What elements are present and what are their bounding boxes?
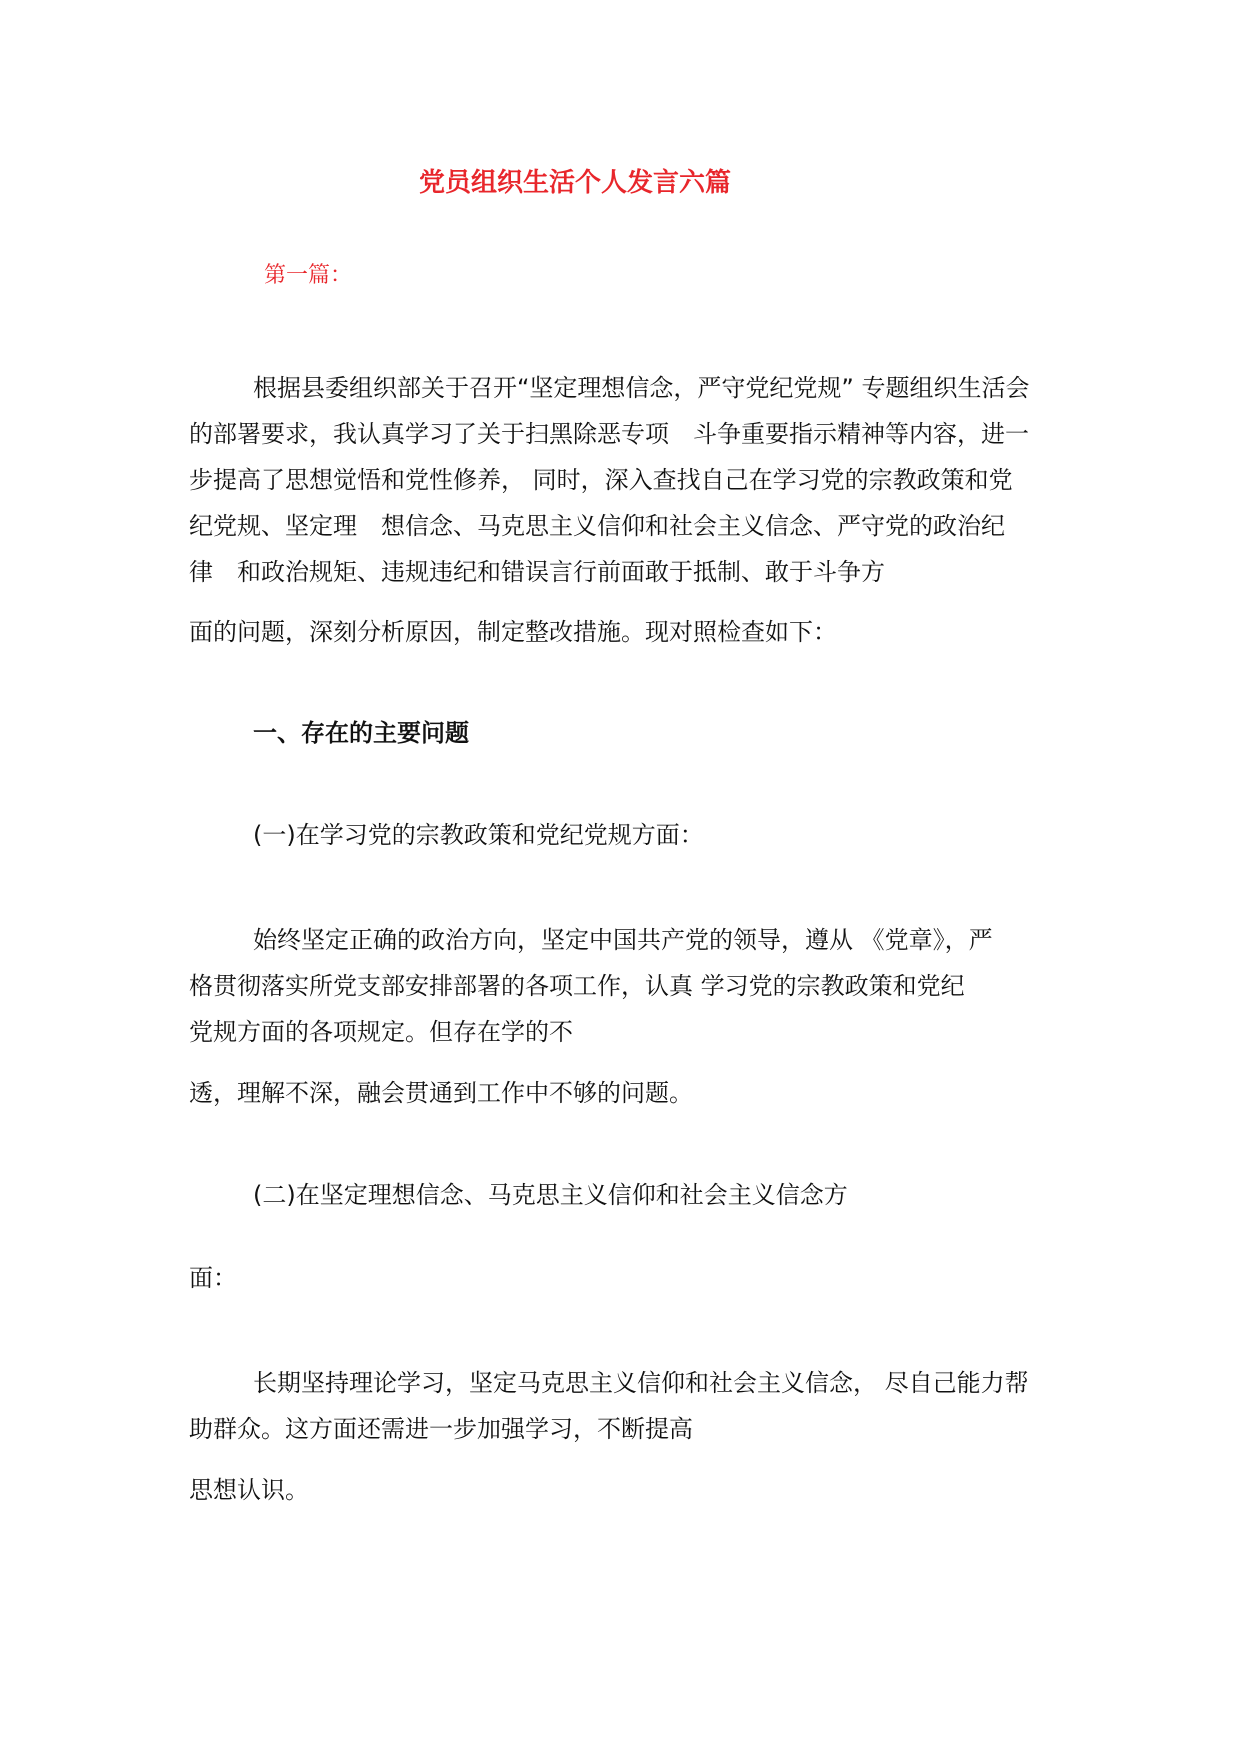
paragraph-2-line-2: 格贯彻落实所党支部安排部署的各项工作，认真 学习党的宗教政策和党纪 xyxy=(189,972,965,1000)
paragraph-3-line-2: 助群众。这方面还需进一步加强学习，不断提高 xyxy=(189,1415,693,1443)
paragraph-2-tail: 透，理解不深，融会贯通到工作中不够的问题。 xyxy=(189,1079,693,1107)
paragraph-1-line-2: 的部署要求，我认真学习了关于扫黑除恶专项 斗争重要指示精神等内容，进一 xyxy=(189,420,1029,448)
part-label: 第一篇： xyxy=(264,263,353,288)
section-heading: 一、存在的主要问题 xyxy=(253,719,469,747)
subheading-2: (二)在坚定理想信念、马克思主义信仰和社会主义信念方 xyxy=(253,1181,848,1209)
paragraph-3-tail: 思想认识。 xyxy=(189,1476,309,1504)
paragraph-1-tail: 面的问题，深刻分析原因，制定整改措施。现对照检查如下： xyxy=(189,618,837,646)
paragraph-1-line-4: 纪党规、坚定理 想信念、马克思主义信仰和社会主义信念、严守党的政治纪 xyxy=(189,512,1005,540)
paragraph-3-line-1: 长期坚持理论学习，坚定马克思主义信仰和社会主义信念， 尽自己能力帮 xyxy=(253,1369,1029,1397)
subheading-1: (一)在学习党的宗教政策和党纪党规方面： xyxy=(253,821,704,849)
document-title: 党员组织生活个人发言六篇 xyxy=(418,168,731,198)
paragraph-1-line-1: 根据县委组织部关于召开“坚定理想信念，严守党纪党规” 专题组织生活会 xyxy=(253,374,1030,402)
subheading-2-tail: 面： xyxy=(189,1264,237,1292)
paragraph-1-line-5: 律 和政治规矩、违规违纪和错误言行前面敢于抵制、敢于斗争方 xyxy=(189,558,885,586)
paragraph-1-line-3: 步提高了思想觉悟和党性修养， 同时，深入查找自己在学习党的宗教政策和党 xyxy=(189,466,1013,494)
paragraph-2-line-3: 党规方面的各项规定。但存在学的不 xyxy=(189,1018,573,1046)
paragraph-2-line-1: 始终坚定正确的政治方向，坚定中国共产党的领导，遵从 《党章》，严 xyxy=(253,926,993,954)
